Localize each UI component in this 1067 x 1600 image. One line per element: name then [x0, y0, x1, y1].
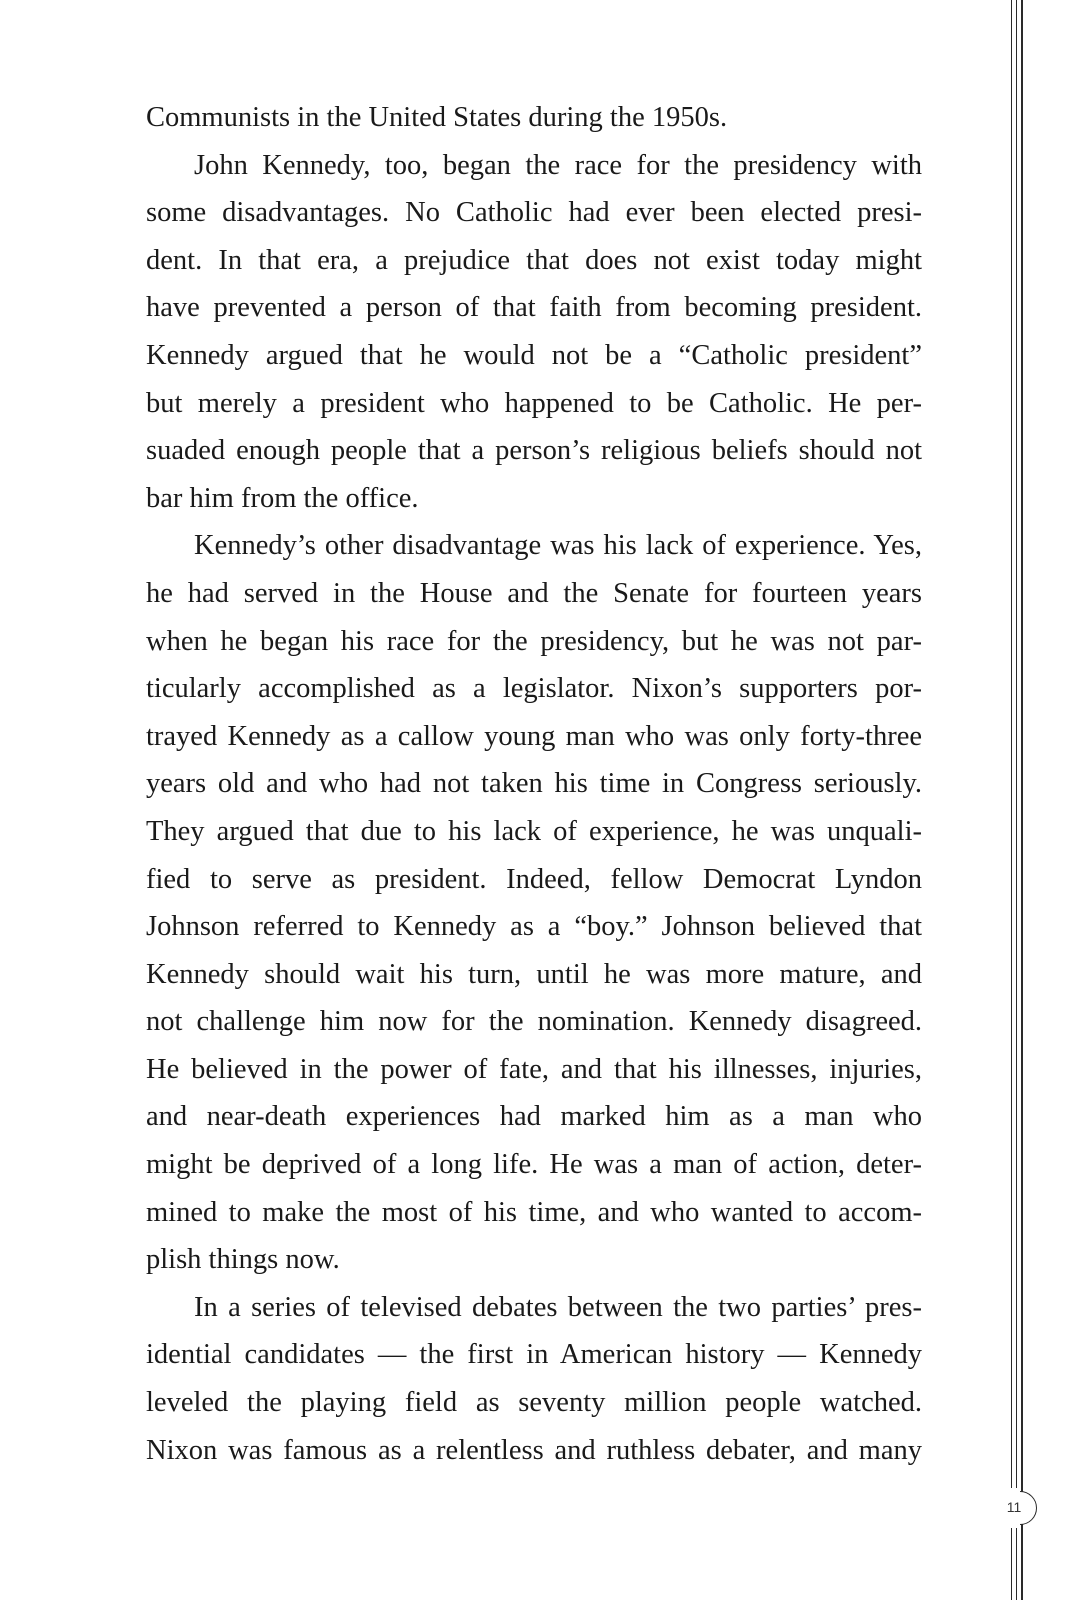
margin-rule	[1021, 0, 1023, 1600]
text-line: have prevented a person of that faith from becoming president.	[146, 292, 922, 324]
text-line: They argued that due to his lack of experience, he was unquali-	[146, 815, 922, 847]
text-line: Kennedy argued that he would not be a “Catholic president”	[146, 339, 922, 371]
text-line: suaded enough people that a person’s religious beliefs should not	[146, 435, 922, 467]
text-line: bar him from the office.	[146, 482, 419, 514]
text-line: plish things now.	[146, 1244, 340, 1276]
text-line: and near-death experiences had marked him as a man who	[146, 1101, 922, 1133]
margin-rule	[1011, 0, 1012, 1600]
text-line: Kennedy should wait his turn, until he was more mature, and	[146, 958, 922, 990]
text-line: Nixon was famous as a relentless and ruthless debater, and many	[146, 1434, 922, 1466]
text-line: He believed in the power of fate, and that his illnesses, injuries,	[146, 1053, 922, 1085]
text-line: he had served in the House and the Senate for fourteen years	[146, 577, 922, 609]
text-line: idential candidates — the first in American history — Kennedy	[146, 1339, 922, 1371]
text-line: Johnson referred to Kennedy as a “boy.” Johnson believed that	[146, 911, 922, 943]
body-text	[146, 94, 922, 1474]
text-line: dent. In that era, a prejudice that does not exist today might	[146, 244, 922, 276]
text-line: In a series of televised debates between the two parties’ pres-	[194, 1291, 922, 1323]
text-line: not challenge him now for the nomination. Kennedy disagreed.	[146, 1006, 922, 1038]
text-line: Communists in the United States during the 1950s.	[146, 102, 728, 133]
page-number: 11	[1006, 1499, 1022, 1515]
text-line: when he began his race for the presidency, but he was not par-	[146, 625, 922, 657]
margin-rule	[1016, 0, 1017, 1600]
text-line: trayed Kennedy as a callow young man who was only forty-three	[146, 720, 922, 752]
text-line: years old and who had not taken his time in Congress seriously.	[146, 768, 922, 800]
text-line: some disadvantages. No Catholic had ever been elected presi-	[146, 197, 922, 229]
text-line: leveled the playing field as seventy million people watched.	[146, 1387, 922, 1419]
text-line: mined to make the most of his time, and who wanted to accom-	[146, 1196, 922, 1228]
text-line: Kennedy’s other disadvantage was his lack of experience. Yes,	[194, 530, 922, 562]
text-line: but merely a president who happened to be Catholic. He per-	[146, 387, 922, 419]
text-line: might be deprived of a long life. He was a man of action, deter-	[146, 1149, 922, 1181]
text-line: ticularly accomplished as a legislator. Nixon’s supporters por-	[146, 673, 922, 705]
text-line: John Kennedy, too, began the race for the presidency with	[194, 149, 922, 181]
text-line: fied to serve as president. Indeed, fellow Democrat Lyndon	[146, 863, 922, 895]
